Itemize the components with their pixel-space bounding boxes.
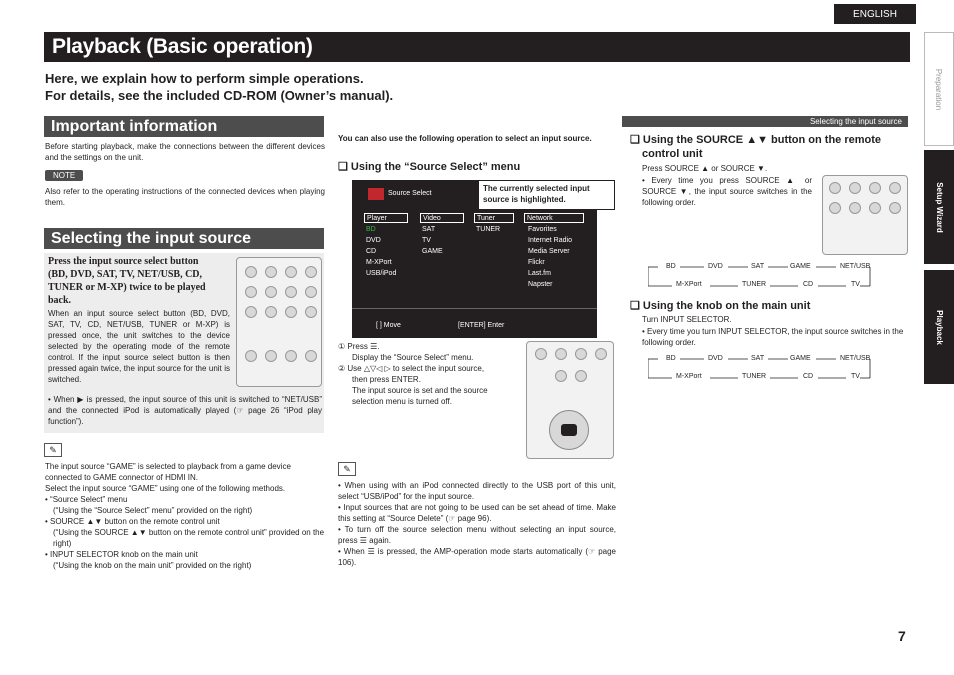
flow2-tuner: TUNER <box>742 373 767 380</box>
col-network: Network <box>524 213 584 223</box>
highlight-callout: The currently selected input source is highlighted. <box>478 180 615 210</box>
right-bullet-1: • Every time you press SOURCE ▲ or SOURCE ▼, the input source switches in the following order. <box>642 176 812 207</box>
remote-button <box>889 202 901 214</box>
page-number: 7 <box>898 628 906 644</box>
input-bar: Selecting the input source <box>622 116 908 127</box>
flow2-sat: SAT <box>751 355 765 362</box>
flow1-bd: BD <box>666 263 676 270</box>
footer-move: [ ] Move <box>376 322 401 329</box>
source-button-heading <box>630 133 910 161</box>
remote-button <box>245 350 257 362</box>
flow1-netusb: NET/USB <box>840 263 871 270</box>
flow1-mxport: M-XPort <box>676 281 702 288</box>
step-2c: The input source is set and the source <box>352 386 488 395</box>
remote-button <box>285 350 297 362</box>
side-tab-label: Setup Wizard <box>934 181 944 233</box>
remote-button <box>305 266 317 278</box>
col-player: Player <box>364 213 408 223</box>
intro-line-2: For details, see the included CD-ROM (Owner’s manual). <box>45 88 394 103</box>
note-tag: NOTE <box>45 170 83 181</box>
side-tab-label: Preparation <box>934 68 944 110</box>
remote-button <box>245 266 257 278</box>
source-select-heading: ❑ Using the “Source Select” menu <box>338 161 521 173</box>
menu-icon <box>368 188 384 200</box>
flow1-sat: SAT <box>751 263 765 270</box>
important-heading: Important information <box>44 116 324 137</box>
remote-button <box>829 202 841 214</box>
game-note-line: Select the input source “GAME” using one of the following methods. <box>45 484 286 493</box>
remote-button <box>575 348 587 360</box>
remote-button <box>285 286 297 298</box>
source-button-heading-1: ❑ Using the SOURCE ▲▼ button on the remote <box>630 134 882 146</box>
pencil-icon: ✎ <box>44 443 62 457</box>
col-tuner: Tuner <box>474 213 514 223</box>
game-note-line: (“Using the SOURCE ▲▼ button on the remote control unit” provided on the right) <box>53 528 325 548</box>
menu-item-media-server[interactable]: Media Server <box>528 248 570 255</box>
menu-item-internet-radio[interactable]: Internet Radio <box>528 237 572 244</box>
menu-item-sat[interactable]: SAT <box>422 226 436 233</box>
note-item: • Input sources that are not going to be used can be set ahead of time. Make this setting at “Source Delete” (☞ page 96). <box>338 503 616 523</box>
menu-item-napster[interactable]: Napster <box>528 281 553 288</box>
important-text: Before starting playback, make the connections between the different devices and the settings on the unit. <box>45 142 325 162</box>
remote-button <box>305 286 317 298</box>
enter-button <box>561 424 577 436</box>
menu-item-bd[interactable]: BD <box>366 226 376 233</box>
game-note-line: The input source “GAME” is selected to playback from a game device connected to GAME connector of HDMI IN. <box>45 462 291 482</box>
flow1-dvd: DVD <box>708 263 723 270</box>
screen-title: Source Select <box>388 190 432 197</box>
box-title-2: (BD, DVD, SAT, TV, NET/USB, CD, <box>48 269 203 280</box>
menu-item-usb-ipod[interactable]: USB/iPod <box>366 270 397 277</box>
menu-item-favorites[interactable]: Favorites <box>528 226 557 233</box>
pencil-icon: ✎ <box>338 462 356 476</box>
remote-button <box>245 286 257 298</box>
step-2: ② Use △▽◁ ▷ to select the input source, <box>338 364 485 373</box>
side-tab-playback[interactable] <box>924 270 954 384</box>
box-bullet: • When ▶ is pressed, the input source of this unit is switched to “NET/USB” and the connected iPod is automatically played (☞ page 26 “iPod play function”). <box>48 395 322 426</box>
game-note-line: • INPUT SELECTOR knob on the main unit <box>45 550 198 559</box>
flow2-tv: TV <box>851 373 860 380</box>
flow2-dvd: DVD <box>708 355 723 362</box>
flow1-tv: TV <box>851 281 860 288</box>
flow2-game: GAME <box>790 355 811 362</box>
remote-button <box>869 182 881 194</box>
flow1-tuner: TUNER <box>742 281 767 288</box>
menu-item-tuner[interactable]: TUNER <box>476 226 501 233</box>
col-video: Video <box>420 213 464 223</box>
box-title <box>48 255 228 307</box>
screen-divider <box>352 308 597 309</box>
game-note-line: • SOURCE ▲▼ button on the remote control unit <box>45 517 220 526</box>
page-title: Playback (Basic operation) <box>44 32 910 62</box>
remote-button <box>535 348 547 360</box>
language-tab: ENGLISH <box>834 4 916 24</box>
side-tab-label: Playback <box>934 309 944 345</box>
remote-illustration-left <box>236 257 322 387</box>
remote-button <box>889 182 901 194</box>
footer-enter: [ENTER] Enter <box>458 322 505 329</box>
side-tab-setup-wizard[interactable] <box>924 150 954 264</box>
remote-button <box>285 266 297 278</box>
remote-button <box>265 350 277 362</box>
box-title-1: Press the input source select button <box>48 256 199 267</box>
remote-illustration-right <box>822 175 908 255</box>
steps <box>338 341 518 407</box>
remote-button <box>245 306 257 318</box>
flow1-game: GAME <box>790 263 811 270</box>
game-note-line: • “Source Select” menu <box>45 495 128 504</box>
step-2b: then press ENTER. <box>352 375 421 384</box>
right-bullet-2: • Every time you turn INPUT SELECTOR, the input source switches in the following order. <box>642 327 904 347</box>
remote-button <box>595 348 607 360</box>
remote-button <box>829 182 841 194</box>
press-line: Press SOURCE ▲ or SOURCE ▼. <box>642 164 768 173</box>
flow1-cd: CD <box>803 281 814 288</box>
middle-notes <box>338 480 616 568</box>
flow2-mxport: M-XPort <box>676 373 702 380</box>
turn-line: Turn INPUT SELECTOR. <box>642 315 732 324</box>
selecting-heading: Selecting the input source <box>44 228 324 249</box>
source-button-heading-2: control unit <box>642 148 703 160</box>
box-text: When an input source select button (BD, DVD, SAT, TV, CD, NET/USB, TUNER or M-XP) is pressed once, the unit switches to the device selected by the operating mode of the remote control. If the input source select button is then pressed again twice, the input source for the unit is switched. <box>48 309 230 384</box>
game-note-line: (“Using the “Source Select” menu” provided on the right) <box>53 506 253 515</box>
menu-item-dvd[interactable]: DVD <box>366 237 381 244</box>
middle-lead: You can also use the following operation to select an input source. <box>338 134 592 143</box>
step-1: ① Press ☰. <box>338 342 380 351</box>
remote-button <box>849 202 861 214</box>
remote-button <box>265 266 277 278</box>
note-item: • When ☰ is pressed, the AMP-operation mode starts automatically (☞ page 106). <box>338 547 616 567</box>
remote-button <box>869 202 881 214</box>
menu-item-cd[interactable]: CD <box>366 248 377 255</box>
menu-item-tv[interactable]: TV <box>422 237 431 244</box>
remote-button <box>305 350 317 362</box>
menu-item-flickr[interactable]: Flickr <box>528 259 545 266</box>
side-tab-preparation[interactable] <box>924 32 954 146</box>
remote-button <box>849 182 861 194</box>
menu-item-game[interactable]: GAME <box>422 248 443 255</box>
remote-button <box>555 370 567 382</box>
flow2-netusb: NET/USB <box>840 355 871 362</box>
note-item: • When using with an iPod connected directly to the USB port of this unit, select “USB/iPod” for the input source. <box>338 481 616 501</box>
remote-illustration-middle <box>526 341 614 459</box>
dpad <box>549 410 589 450</box>
step-1b: Display the “Source Select” menu. <box>352 353 474 362</box>
note-item: • To turn off the source selection menu without selecting an input source, press ☰ again. <box>338 525 616 545</box>
box-title-4: back. <box>48 295 72 306</box>
intro <box>45 70 393 104</box>
remote-button <box>265 306 277 318</box>
menu-item-mxport[interactable]: M-XPort <box>366 259 392 266</box>
note-text: Also refer to the operating instructions of the connected devices when playing them. <box>45 187 325 207</box>
flow2-cd: CD <box>803 373 814 380</box>
game-note <box>45 461 327 571</box>
flow2-bd: BD <box>666 355 676 362</box>
remote-button <box>555 348 567 360</box>
remote-button <box>305 306 317 318</box>
remote-button <box>285 306 297 318</box>
menu-item-lastfm[interactable]: Last.fm <box>528 270 551 277</box>
remote-button <box>575 370 587 382</box>
knob-heading: ❑ Using the knob on the main unit <box>630 300 811 312</box>
box-title-3: TUNER or M-XP) twice to be played <box>48 282 206 293</box>
game-note-line: (“Using the knob on the main unit” provided on the right) <box>53 561 252 570</box>
remote-button <box>265 286 277 298</box>
intro-line-1: Here, we explain how to perform simple operations. <box>45 71 364 86</box>
step-2d: selection menu is turned off. <box>352 397 452 406</box>
